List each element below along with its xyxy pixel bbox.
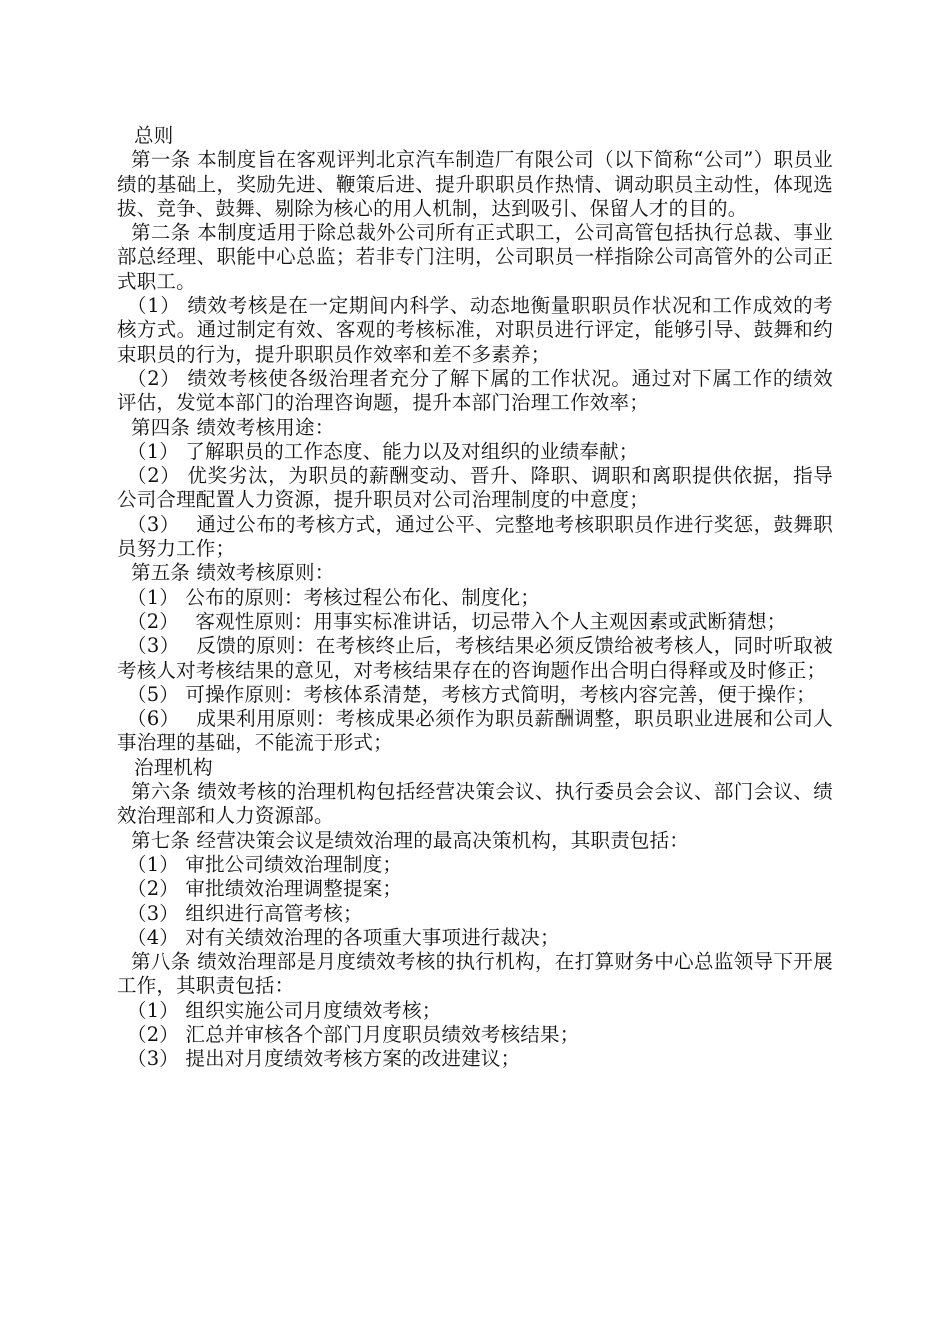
article-paragraph: 第七条 经营决策会议是绩效治理的最高决策机构，其职责包括： bbox=[131, 828, 689, 852]
article-paragraph: 第八条 绩效治理部是月度绩效考核的执行机构，在打算财务中心总监领导下开展工作，其职责包括： bbox=[117, 950, 833, 998]
list-item: （2） 优奖劣汰，为职员的薪酬变动、晋升、降职、调职和离职提供依据，指导公司合理配置人力资源，提升职员对公司治理制度的中意度； bbox=[117, 464, 833, 512]
article-paragraph: 第六条 绩效考核的治理机构包括经营决策会议、执行委员会会议、部门会议、绩效治理部和人力资源部。 bbox=[117, 780, 833, 828]
article-paragraph: 第五条 绩效考核原则： bbox=[131, 561, 335, 585]
article-paragraph: 第四条 绩效考核用途： bbox=[131, 415, 335, 439]
list-item: （1） 审批公司绩效治理制度； bbox=[127, 852, 403, 876]
article-paragraph: 第一条 本制度旨在客观评判北京汽车制造厂有限公司（以下简称“公司”）职员业绩的基础上，奖励先进、鞭策后进、提升职职员作热情、调动职员主动性，体现选拔、竞争、鼓舞、剔除为核心的用人机制，达到吸引、保留人才的目的。 bbox=[117, 148, 833, 220]
list-item: （2） 客观性原则：用事实标准讲话，切忌带入个人主观因素或武断猜想； bbox=[127, 609, 787, 633]
document-page bbox=[117, 124, 833, 1072]
list-item: （1） 绩效考核是在一定期间内科学、动态地衡量职职员作状况和工作成效的考核方式。通过制定有效、客观的考核标准，对职员进行评定，能够引导、鼓舞和约束职员的行为，提升职职员作效率和差不多素养； bbox=[117, 294, 833, 366]
section-heading: 总则 bbox=[134, 124, 174, 147]
list-item: （2） 审批绩效治理调整提案； bbox=[127, 877, 403, 901]
list-item: （2） 汇总并审核各个部门月度职员绩效考核结果； bbox=[127, 1022, 580, 1046]
list-item: （2） 绩效考核使各级治理者充分了解下属的工作状况。通过对下属工作的绩效评估，发觉本部门的治理咨询题，提升本部门治理工作效率； bbox=[117, 366, 833, 415]
list-item: （5） 可操作原则：考核体系清楚，考核方式简明，考核内容完善，便于操作； bbox=[127, 682, 816, 706]
list-item: （6） 成果利用原则：考核成果必须作为职员薪酬调整，职员职业进展和公司人事治理的基础，不能流于形式； bbox=[117, 707, 833, 755]
list-item: （1） 公布的原则：考核过程公布化、制度化； bbox=[127, 585, 541, 609]
list-item: （3） 组织进行高管考核； bbox=[127, 901, 363, 925]
list-item: （4） 对有关绩效治理的各项重大事项进行裁决； bbox=[127, 925, 560, 949]
list-item: （1） 组织实施公司月度绩效考核； bbox=[127, 998, 442, 1022]
list-item: （1） 了解职员的工作态度、能力以及对组织的业绩奉献； bbox=[127, 439, 639, 463]
list-item: （3） 通过公布的考核方式，通过公平、完整地考核职职员作进行奖惩，鼓舞职员努力工作； bbox=[117, 512, 833, 561]
section-heading: 治理机构 bbox=[134, 755, 213, 779]
list-item: （3） 反馈的原则：在考核终止后，考核结果必须反馈给被考核人，同时听取被考核人对考核结果的意见，对考核结果存在的咨询题作出合明白得释或及时修正； bbox=[117, 634, 833, 682]
list-item: （3） 提出对月度绩效考核方案的改进建议； bbox=[127, 1047, 521, 1071]
article-paragraph: 第二条 本制度适用于除总裁外公司所有正式职工，公司高管包括执行总裁、事业部总经理、职能中心总监；若非专门注明，公司职员一样指除公司高管外的公司正式职工。 bbox=[117, 221, 833, 293]
